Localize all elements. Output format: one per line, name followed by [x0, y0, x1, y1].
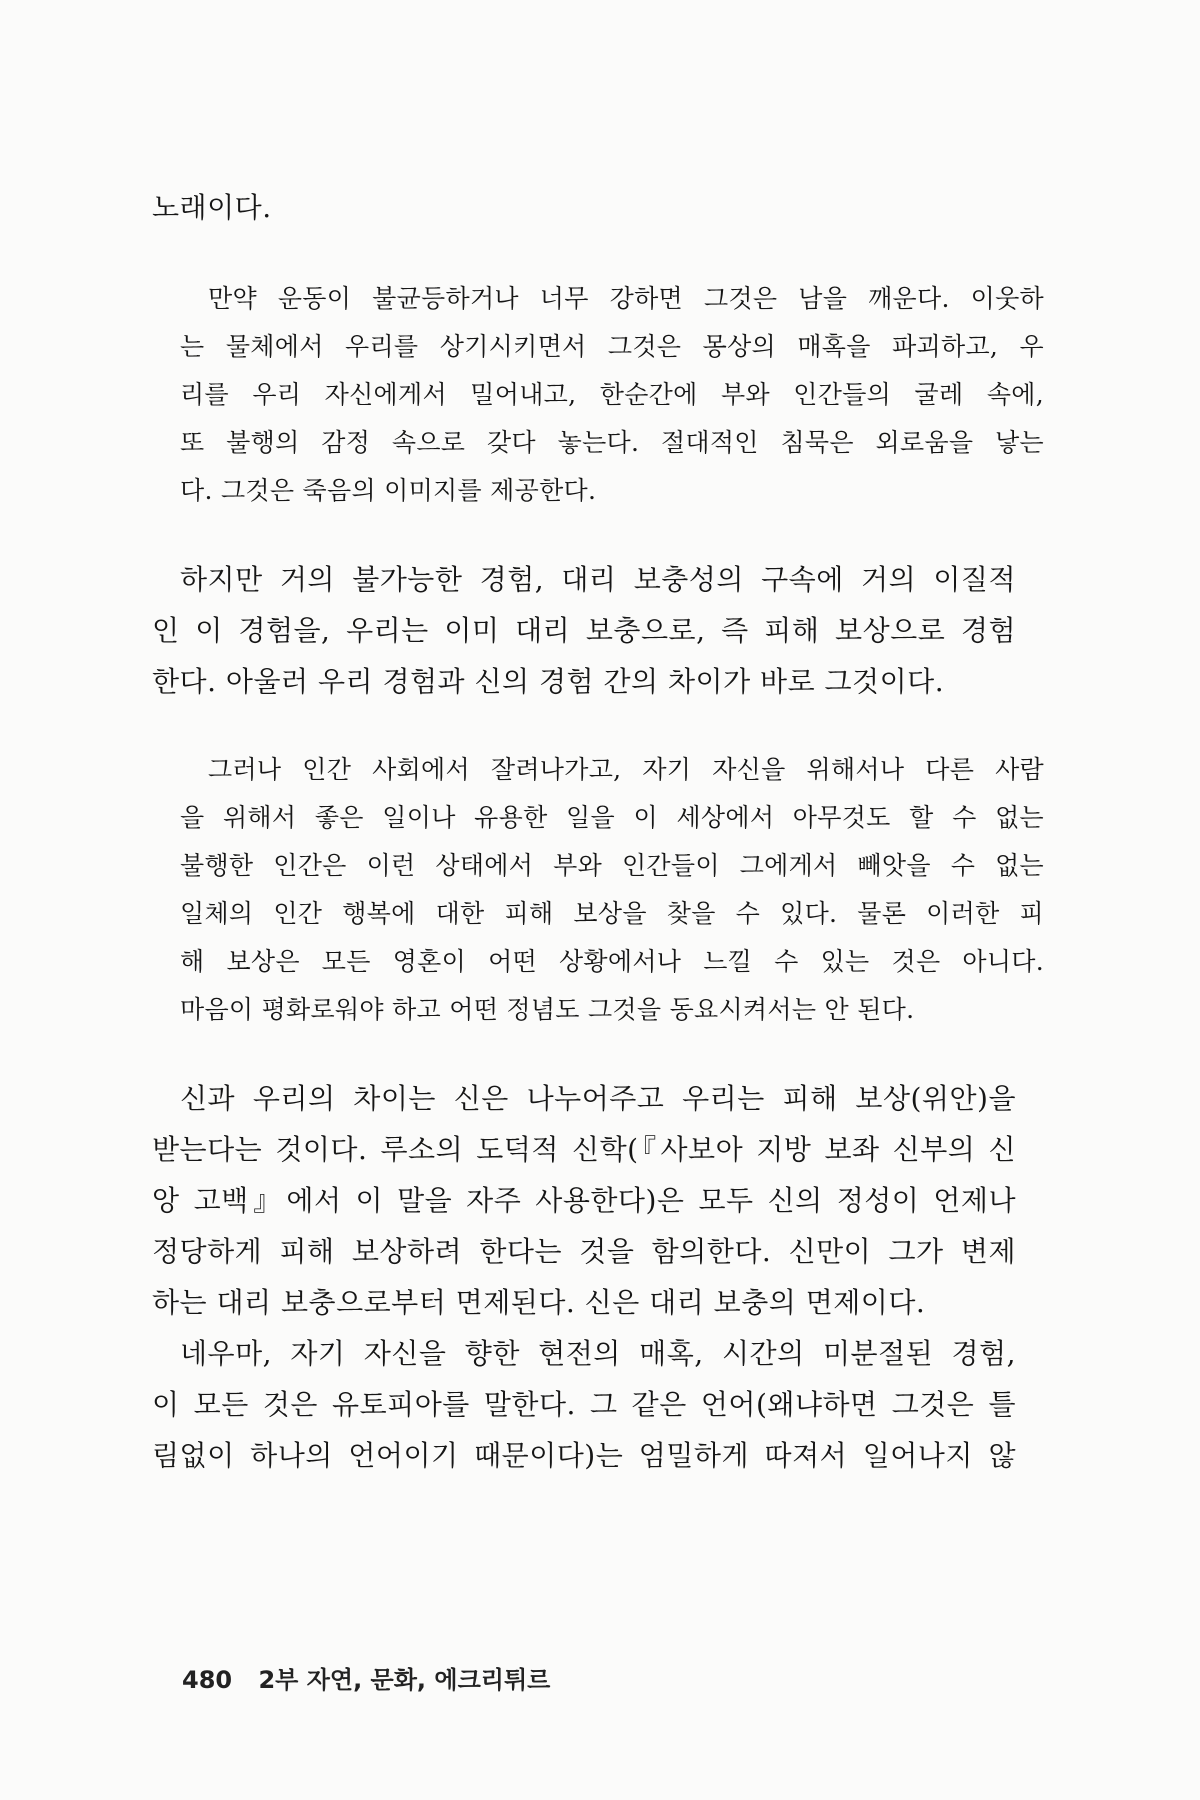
- text-line: 리를 우리 자신에게서 밀어내고, 한순간에 부와 인간들의 굴레 속에,: [180, 380, 1044, 409]
- text-line: 정당하게 피해 보상하려 한다는 것을 함의한다. 신만이 그가 변제: [152, 1235, 1016, 1268]
- text-line: 불행한 인간은 이런 상태에서 부와 인간들이 그에게서 빼앗을 수 없는: [180, 851, 1044, 880]
- paragraph-gap: [152, 515, 1016, 554]
- text-line: 이 모든 것은 유토피아를 말한다. 그 같은 언어(왜냐하면 그것은 틀: [152, 1388, 1016, 1421]
- paragraph-gap: [152, 233, 1016, 275]
- quote-paragraph-2: [180, 746, 1044, 1034]
- text-line: 을 위해서 좋은 일이나 유용한 일을 이 세상에서 아무것도 할 수 없는: [180, 803, 1044, 832]
- text-line: 또 불행의 감정 속으로 갖다 놓는다. 절대적인 침묵은 외로움을 낳는: [180, 428, 1044, 457]
- text-line: 한다. 아울러 우리 경험과 신의 경험 간의 차이가 바로 그것이다.: [152, 665, 945, 698]
- text-line: 는 물체에서 우리를 상기시키면서 그것은 몽상의 매혹을 파괴하고, 우: [180, 332, 1044, 361]
- opening-line: 노래이다.: [152, 191, 272, 224]
- quote-paragraph-1: [180, 275, 1044, 515]
- text-line: 그러나 인간 사회에서 잘려나가고, 자기 자신을 위해서나 다른 사람: [208, 755, 1044, 784]
- body-paragraph-3: [152, 1328, 1016, 1481]
- body-paragraph-1: [152, 554, 1016, 707]
- text-line: 일체의 인간 행복에 대한 피해 보상을 찾을 수 있다. 물론 이러한 피: [180, 899, 1044, 928]
- page-number: 480: [182, 1666, 233, 1694]
- page-content: [152, 182, 1044, 1481]
- text-line: 신과 우리의 차이는 신은 나누어주고 우리는 피해 보상(위안)을: [180, 1082, 1016, 1115]
- text-line: 인 이 경험을, 우리는 이미 대리 보충으로, 즉 피해 보상으로 경험: [152, 614, 1016, 647]
- text-line: 네우마, 자기 자신을 향한 현전의 매혹, 시간의 미분절된 경험,: [180, 1337, 1016, 1370]
- paragraph-gap: [152, 707, 1016, 746]
- body-paragraph-2: [152, 1073, 1016, 1328]
- opening-line-block: [152, 182, 1016, 233]
- text-line: 만약 운동이 불균등하거나 너무 강하면 그것은 남을 깨운다. 이웃하: [208, 284, 1044, 313]
- text-line: 마음이 평화로워야 하고 어떤 정념도 그것을 동요시켜서는 안 된다.: [180, 995, 915, 1024]
- text-line: 하는 대리 보충으로부터 면제된다. 신은 대리 보충의 면제이다.: [152, 1286, 926, 1319]
- section-title: 2부 자연, 문화, 에크리튀르: [258, 1666, 551, 1694]
- text-line: 림없이 하나의 언어이기 때문이다)는 엄밀하게 따져서 일어나지 않: [152, 1439, 1016, 1472]
- text-line: 해 보상은 모든 영혼이 어떤 상황에서나 느낄 수 있는 것은 아니다.: [180, 947, 1044, 976]
- text-line: 받는다는 것이다. 루소의 도덕적 신학(『사보아 지방 보좌 신부의 신: [152, 1133, 1016, 1166]
- text-line: 앙 고백』에서 이 말을 자주 사용한다)은 모두 신의 정성이 언제나: [152, 1184, 1016, 1217]
- text-line: 하지만 거의 불가능한 경험, 대리 보충성의 구속에 거의 이질적: [180, 563, 1016, 596]
- page-footer: [182, 1660, 550, 1695]
- paragraph-gap: [152, 1034, 1016, 1073]
- text-line: 다. 그것은 죽음의 이미지를 제공한다.: [180, 476, 597, 505]
